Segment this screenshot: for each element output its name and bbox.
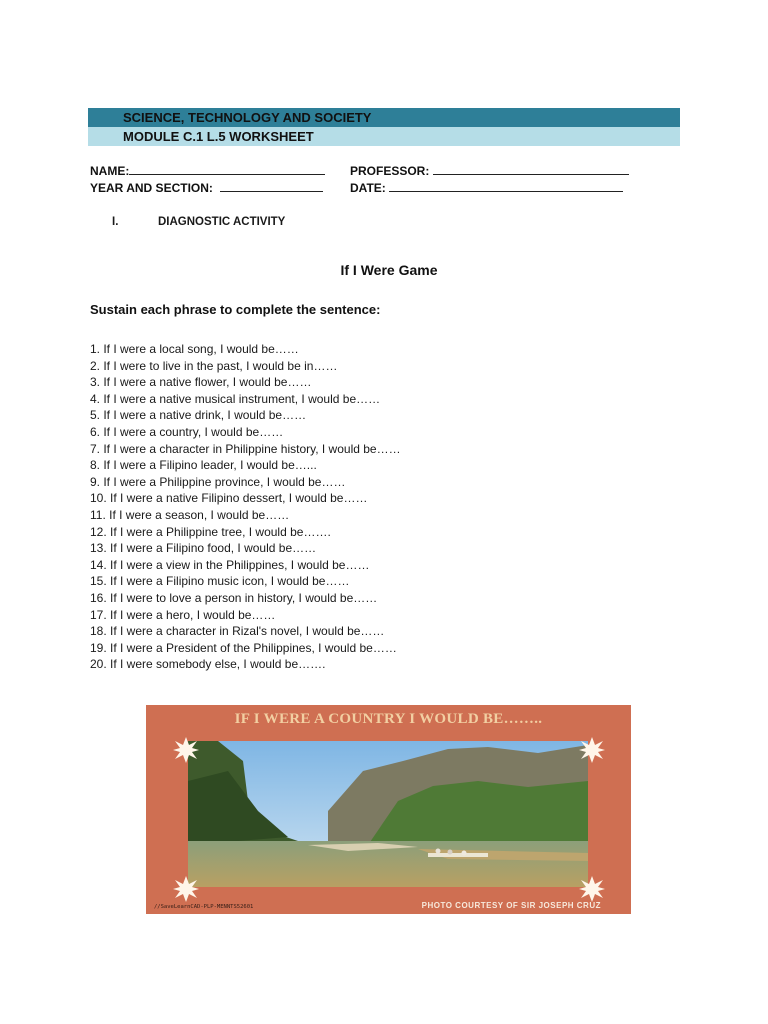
module-title: MODULE C.1 L.5 WORKSHEET (123, 129, 314, 144)
name-label: NAME: (90, 164, 130, 178)
game-title: If I Were Game (340, 262, 438, 278)
starburst-icon (578, 875, 606, 903)
year-section-blank-line[interactable] (220, 180, 323, 192)
photo-watermark: //SaveLearnCAD-PLP-MENNTS52601 (154, 904, 254, 910)
instruction-text: Sustain each phrase to complete the sentence: (90, 302, 381, 317)
starburst-icon (578, 736, 606, 764)
country-photo-card (146, 705, 631, 914)
prompt-list (90, 341, 401, 673)
course-title: SCIENCE, TECHNOLOGY AND SOCIETY (123, 110, 372, 125)
year-section-field (90, 180, 323, 195)
list-item: 4. If I were a native musical instrument, I would be…… (90, 391, 381, 406)
list-item: 17. If I were a hero, I would be…… (90, 607, 276, 622)
list-item: 15. If I were a Filipino music icon, I would be…… (90, 574, 350, 589)
list-item: 12. If I were a Philippine tree, I would be……. (90, 524, 331, 539)
photo-credit: PHOTO COURTESY OF SIR JOSEPH CRUZ (421, 901, 601, 910)
module-banner (88, 127, 680, 146)
starburst-icon (172, 736, 200, 764)
list-item: 18. If I were a character in Rizal's novel, I would be…… (90, 624, 385, 639)
list-item: 13. If I were a Filipino food, I would be…… (90, 541, 317, 556)
course-banner (88, 108, 680, 127)
river-landscape-photo (188, 741, 588, 887)
list-item: 10. If I were a native Filipino dessert, I would be…… (90, 491, 368, 506)
professor-field (350, 163, 629, 178)
professor-label: PROFESSOR: (350, 164, 430, 178)
date-field (350, 180, 623, 195)
section-title: DIAGNOSTIC ACTIVITY (158, 216, 286, 228)
list-item: 19. If I were a President of the Philippines, I would be…… (90, 640, 397, 655)
section-number: I. (112, 216, 119, 228)
list-item: 2. If I were to live in the past, I would be in…… (90, 358, 338, 373)
list-item: 20. If I were somebody else, I would be……. (90, 657, 326, 672)
list-item: 7. If I were a character in Philippine history, I would be…… (90, 441, 401, 456)
list-item: 3. If I were a native flower, I would be…… (90, 375, 312, 390)
list-item: 16. If I were to love a person in history, I would be…… (90, 590, 378, 605)
list-item: 11. If I were a season, I would be…… (90, 507, 290, 522)
list-item: 1. If I were a local song, I would be…… (90, 342, 299, 356)
list-item: 8. If I were a Filipino leader, I would be…... (90, 458, 317, 473)
date-label: DATE: (350, 181, 386, 195)
list-item: 9. If I were a Philippine province, I would be…… (90, 474, 346, 489)
list-item: 6. If I were a country, I would be…… (90, 424, 284, 439)
list-item: 5. If I were a native drink, I would be…… (90, 408, 307, 423)
date-blank-line[interactable] (389, 180, 623, 192)
year-section-label: YEAR AND SECTION: (90, 181, 213, 195)
name-blank-line[interactable] (129, 163, 325, 175)
photo-banner-text: IF I WERE A COUNTRY I WOULD BE…….. (234, 711, 543, 727)
professor-blank-line[interactable] (433, 163, 629, 175)
starburst-icon (172, 875, 200, 903)
name-field (90, 163, 325, 178)
list-item: 14. If I were a view in the Philippines, I would be…… (90, 557, 370, 572)
